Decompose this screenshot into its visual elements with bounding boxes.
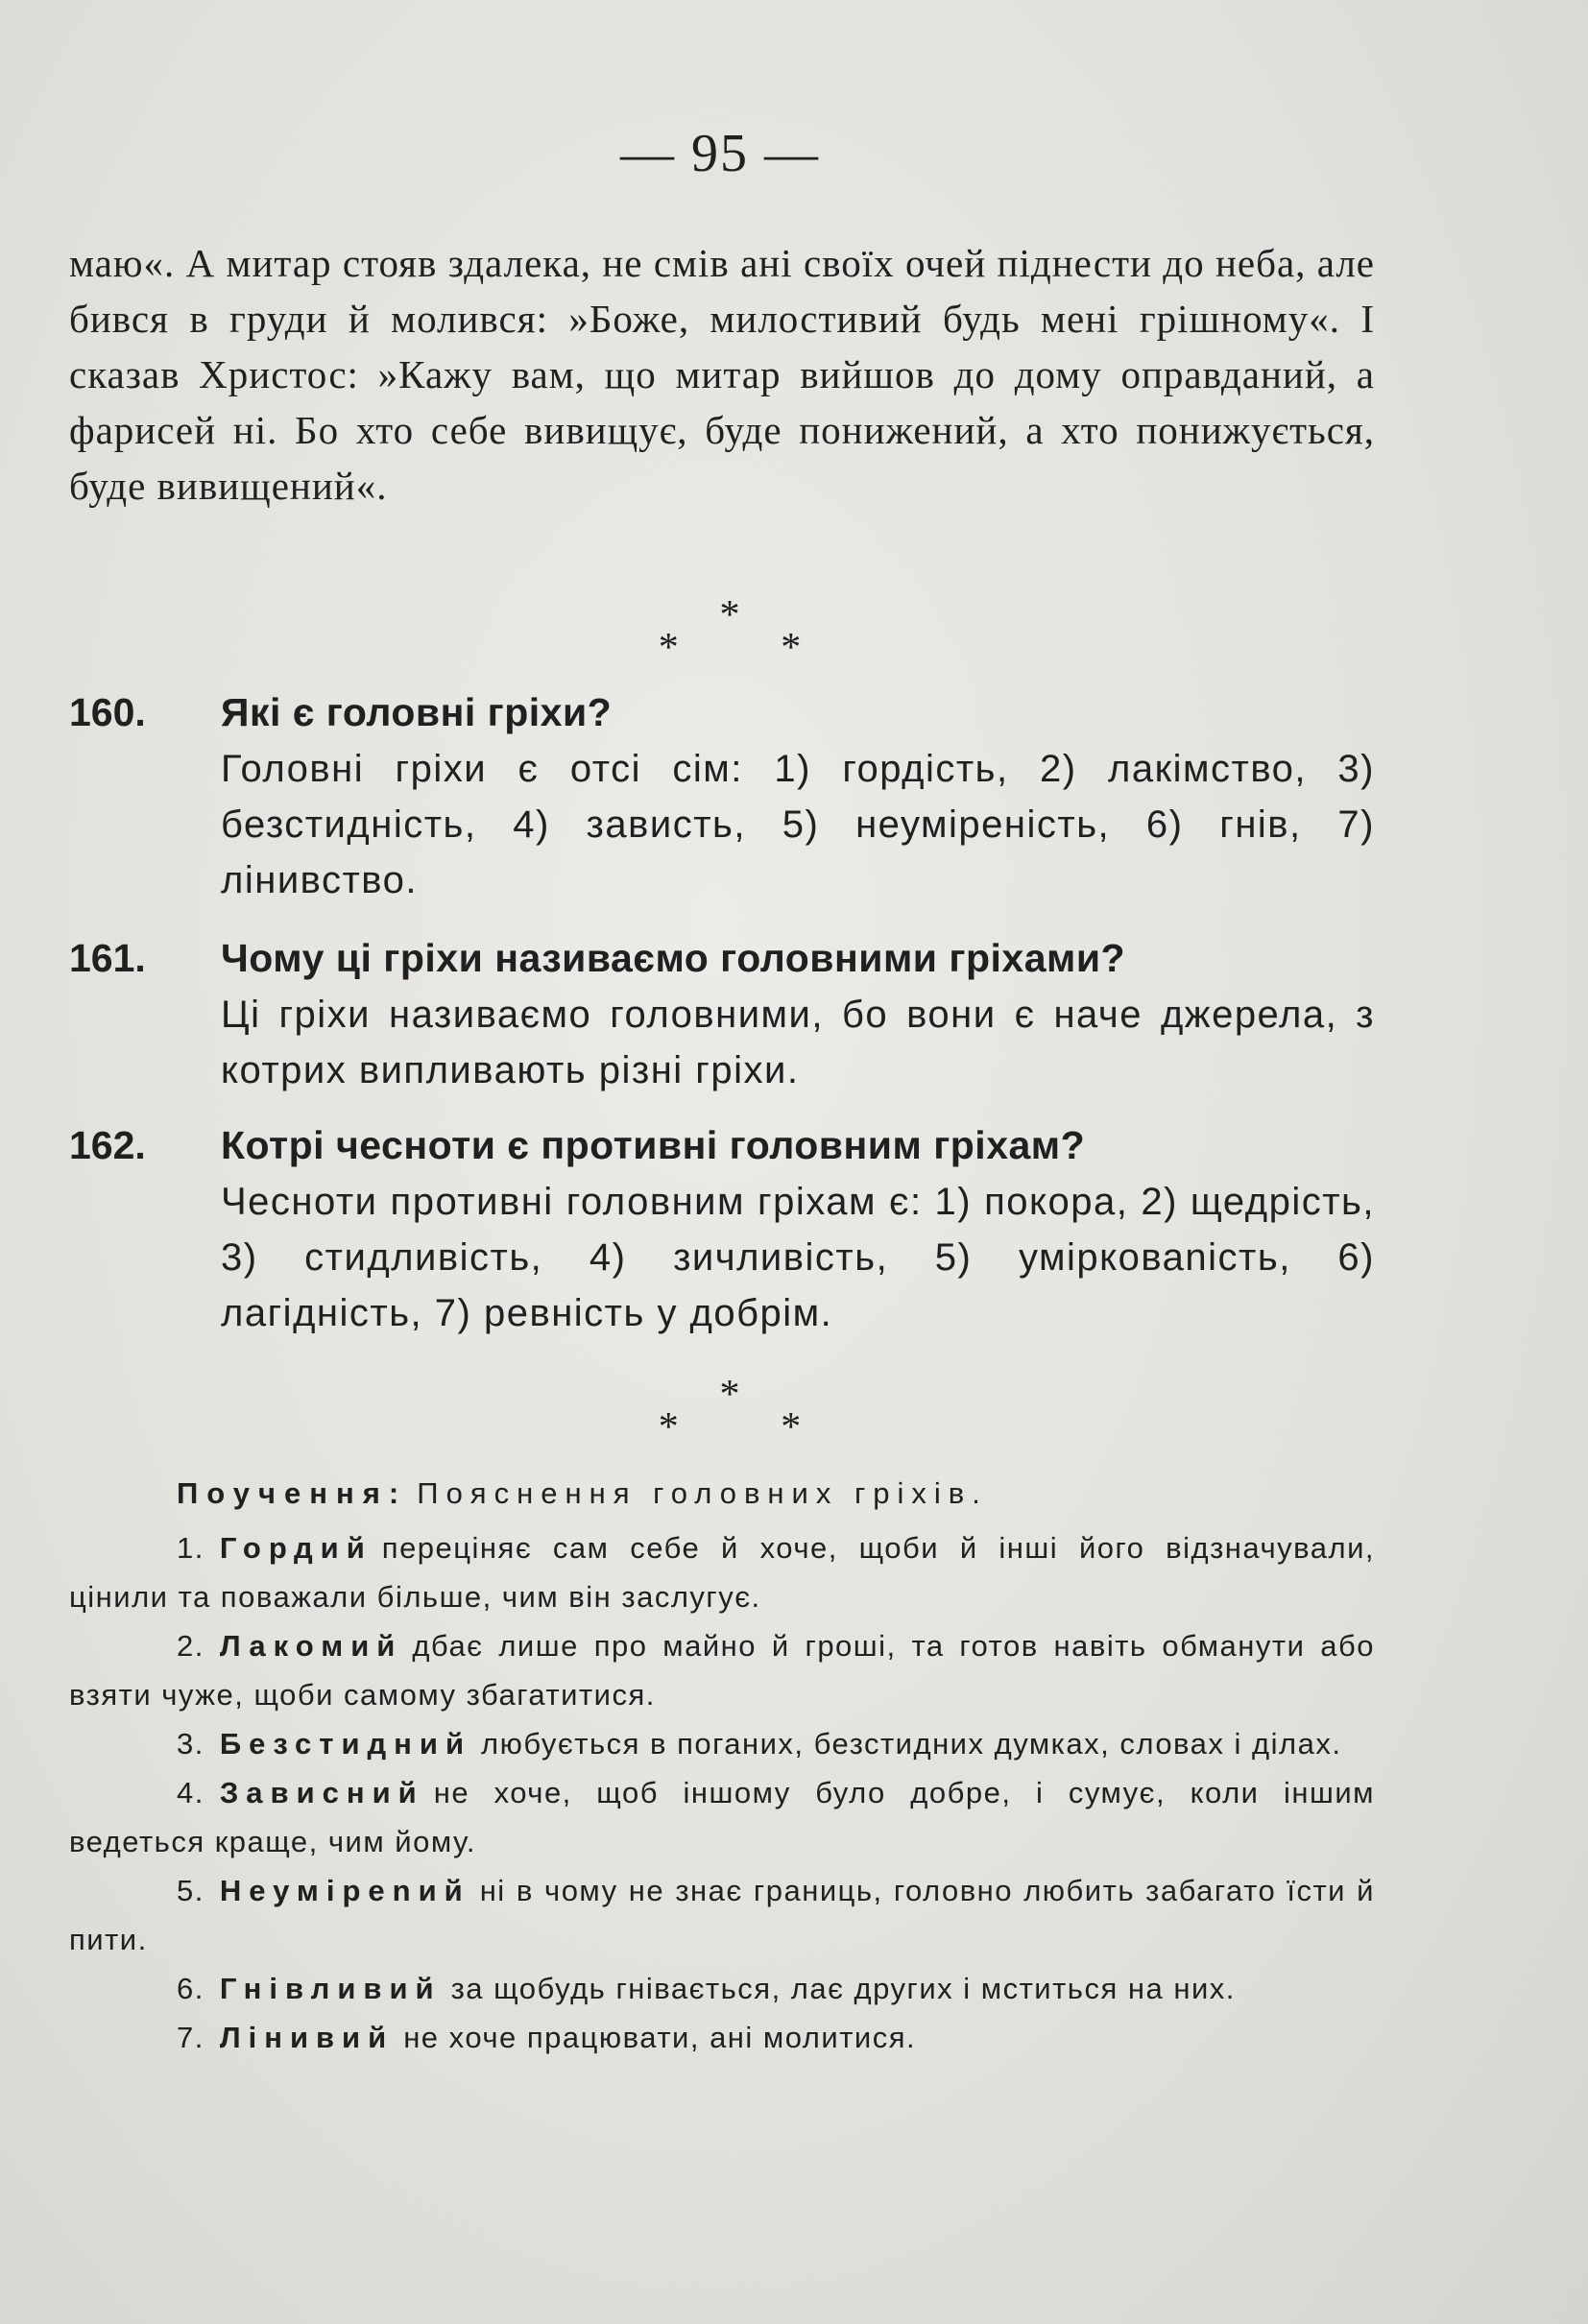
lesson-section [69, 1469, 1375, 2062]
question-number: 160. [69, 690, 146, 734]
question-text: Які є головні гріхи? [221, 690, 613, 734]
lesson-item-text: дбає лише про майно й гроші, та готов навіть обманути або взяти чуже, щоби самому збагатитися. [69, 1629, 1375, 1712]
lesson-item [69, 1621, 1375, 1719]
qa-item-161 [69, 929, 1375, 1098]
page-number: — 95 — [620, 124, 820, 183]
lesson-item-number: 6. [177, 1972, 205, 2005]
question-text: Котрі чесноти є противні головним гріхам? [221, 1123, 1086, 1167]
question-number: 162. [69, 1123, 146, 1167]
separator-stars-bottom: * * [658, 626, 802, 670]
lesson-item-term: Гордий [219, 1531, 373, 1565]
qa-item-160 [69, 683, 1375, 908]
lesson-item-text: не хоче працювати, ані молитися. [403, 2021, 917, 2054]
question-number: 161. [69, 936, 146, 980]
lesson-item-term: Безстидний [219, 1727, 472, 1761]
lesson-item [69, 1768, 1375, 1866]
lesson-item [69, 1964, 1375, 2013]
lesson-item-text: не хоче, щоб іншому було добре, і сумує, коли іншим ведеться краще, чим йому. [69, 1776, 1375, 1858]
lesson-item-number: 4. [177, 1776, 205, 1809]
lesson-item-term: Лінивий [219, 2021, 395, 2054]
lesson-item-text: любується в поганих, безстидних думках, словах і ділах. [481, 1727, 1342, 1761]
separator-stars-bottom: * * [658, 1405, 802, 1450]
intro-paragraph: маю«. А митар стояв здалека, не смів ані своїх очей піднести до неба, але бився в груди й молився: »Боже, милостивий будь мені грішному«. І сказав Христос: »Кажу вам, що митар вийшов до дому оправданий, а фарисей ні. Бо хто себе вивищує, буде понижений, а хто понижується, буде вивищений«. [69, 241, 1375, 508]
lesson-item-term: Неуміреnий [219, 1874, 470, 1907]
lesson-item [69, 2013, 1375, 2062]
lesson-subtitle: Пояснення головних гріхів. [417, 1476, 988, 1510]
answer-text: Головні гріхи є отсі сім: 1) гордість, 2) лакімство, 3) безстидність, 4) зависть, 5) неуміреність, 6) гнів, 7) лінивство. [221, 748, 1375, 901]
section-separator-1 [586, 595, 874, 668]
section-separator-2 [586, 1375, 874, 1448]
lesson-item-number: 2. [177, 1629, 205, 1663]
lesson-item-number: 1. [177, 1531, 205, 1565]
lesson-label: Поучення: [177, 1476, 408, 1510]
lesson-item-number: 5. [177, 1874, 205, 1907]
lesson-item-text: переціняє сам себе й хоче, щоби й інші його відзначували, цінили та поважали більше, чим він заслугує. [69, 1531, 1375, 1614]
answer-text: Ці гріхи називаємо головними, бо вони є наче джерела, з котрих випливають різні гріхи. [221, 994, 1375, 1091]
lesson-item-number: 3. [177, 1727, 205, 1761]
lesson-item [69, 1866, 1375, 1964]
question-text: Чому ці гріхи називаємо головними гріхами? [221, 936, 1126, 980]
answer-text: Чесноти противні головним гріхам є: 1) покора, 2) щедрість, 3) стидливість, 4) зичливість, 5) умірковаnість, 6) лагідність, 7) ревність у добрім. [221, 1181, 1375, 1334]
lesson-item-number: 7. [177, 2021, 205, 2054]
lesson-item-term: Гнівливий [219, 1972, 442, 2005]
lesson-item-term: Зависний [219, 1776, 424, 1809]
lesson-item-text: ні в чому не знає границь, головно любить забагато їсти й пити. [69, 1874, 1375, 1956]
lesson-item-term: Лакомий [219, 1629, 403, 1663]
lesson-item [69, 1523, 1375, 1621]
qa-item-162 [69, 1116, 1375, 1341]
lesson-item [69, 1719, 1375, 1768]
separator-star-top: * [719, 1373, 740, 1417]
separator-star-top: * [719, 593, 740, 637]
lesson-item-text: за щобудь гнівається, лає других і мститься на них. [450, 1972, 1236, 2005]
lesson-heading [69, 1469, 1375, 1518]
